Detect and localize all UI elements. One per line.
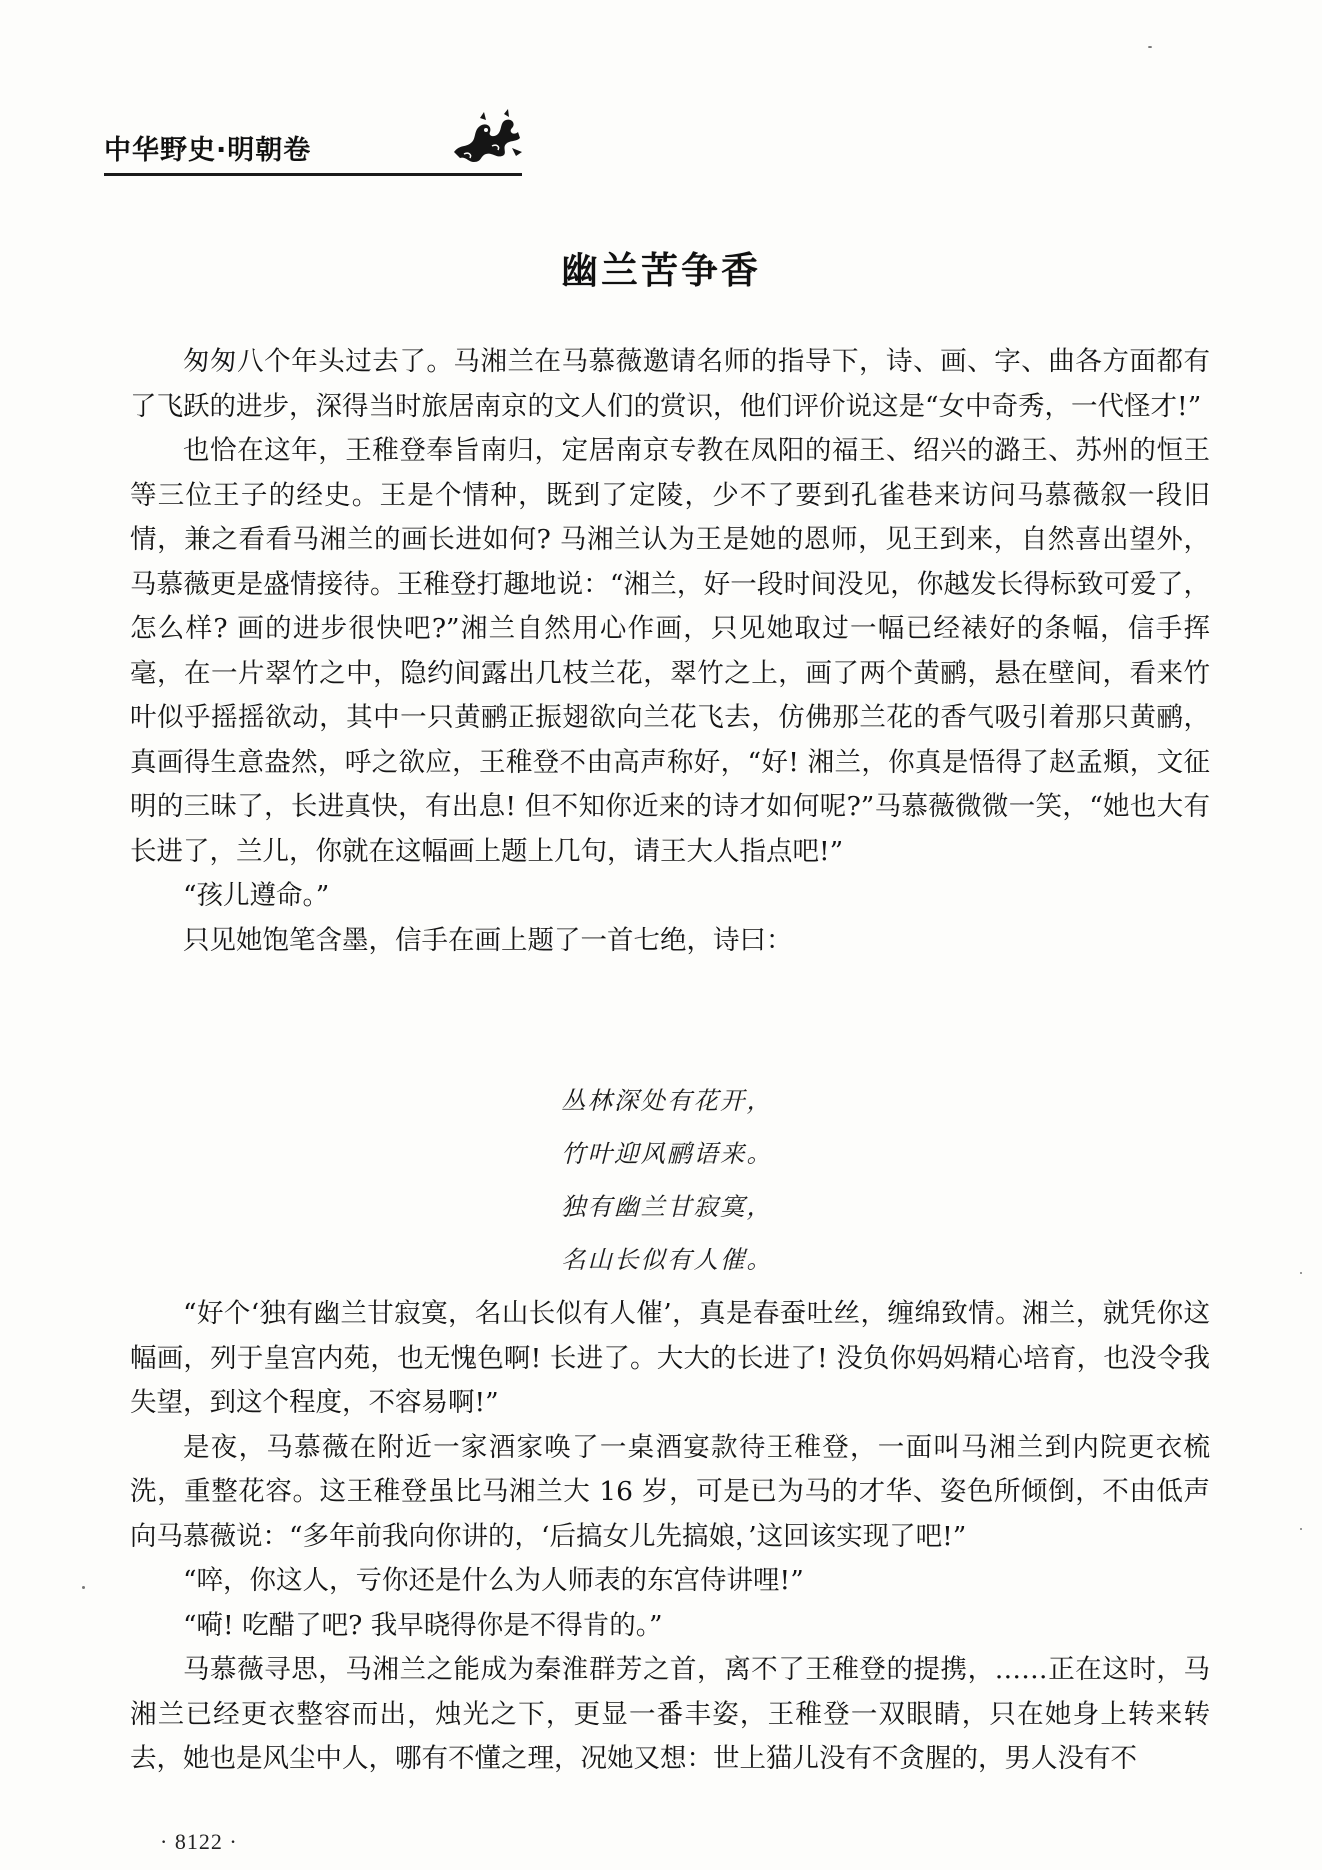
scan-speck [1148, 46, 1152, 48]
book-title: 中华野史·明朝卷 [104, 135, 312, 166]
poem [561, 1074, 773, 1286]
paragraph: “孩儿遵命。” [183, 880, 330, 911]
poem-line: 丛林深处有花开， [561, 1086, 773, 1115]
scan-speck [1300, 1272, 1302, 1274]
poem-line: 名山长似有人催。 [561, 1245, 773, 1274]
paragraph: “好个‘独有幽兰甘寂寞，名山长似有人催’，真是春蚕吐丝，缠绵致情。湘兰，就凭你这幅画，列于皇宫内苑，也无愧色啊! 长进了。大大的长进了! 没负你妈妈精心培育，也没令我失望，到这个程度，不容易啊!” [130, 1298, 1210, 1418]
paragraph: 匆匆八个年头过去了。马湘兰在马慕薇邀请名师的指导下，诗、画、字、曲各方面都有了飞跃的进步，深得当时旅居南京的文人们的赏识，他们评价说这是“女中奇秀，一代怪才!” [130, 346, 1210, 422]
dragon-emblem-icon [446, 108, 526, 168]
page-number: · 8122 · [160, 1829, 238, 1854]
scan-speck [1300, 1528, 1302, 1530]
paragraph: “啐，你这人，亏你还是什么为人师表的东宫侍讲哩!” [183, 1565, 804, 1596]
poem-line: 竹叶迎风鹂语来。 [561, 1139, 773, 1168]
body-section-1 [130, 340, 1210, 963]
paragraph: 只见她饱笔含墨，信手在画上题了一首七绝，诗曰： [183, 924, 793, 956]
paragraph: 是夜，马慕薇在附近一家酒家唤了一桌酒宴款待王稚登，一面叫马湘兰到内院更衣梳洗，重整花容。这王稚登虽比马湘兰大 16 岁，可是已为马的才华、姿色所倾倒，不由低声向马慕薇说：“多年前我向你讲的，‘后搞女儿先搞娘，’这回该实现了吧!” [130, 1431, 1210, 1552]
running-header [104, 118, 524, 178]
paragraph: “嗬! 吃醋了吧? 我早晓得你是不得肯的。” [183, 1609, 663, 1641]
chapter-title: 幽兰苦争香 [561, 249, 761, 292]
header-rule [104, 173, 522, 176]
scan-speck [82, 1586, 85, 1589]
paragraph: 也恰在这年，王稚登奉旨南归，定居南京专教在凤阳的福王、绍兴的潞王、苏州的恒王等三位王子的经史。王是个情种，既到了定陵，少不了要到孔雀巷来访问马慕薇叙一段旧情，兼之看看马湘兰的画长进如何? 马湘兰认为王是她的恩师，见王到来，自然喜出望外，马慕薇更是盛情接待。王稚登打趣地说：“湘兰，好一段时间没见，你越发长得标致可爱了，怎么样? 画的进步很快吧?”湘兰自然用心作画，只见她取过一幅已经裱好的条幅，信手挥毫，在一片翠竹之中，隐约间露出几枝兰花，翠竹之上，画了两个黄鹂，悬在壁间，看来竹叶似乎摇摇欲动，其中一只黄鹂正振翅欲向兰花飞去，仿佛那兰花的香气吸引着那只黄鹂，真画得生意盎然，呼之欲应，王稚登不由高声称好，“好! 湘兰，你真是悟得了赵孟頫，文征明的三昧了，长进真快，有出息! 但不知你近来的诗才如何呢?”马慕薇微微一笑，“她也大有长进了，兰儿，你就在这幅画上题上几句，请王大人指点吧!” [130, 435, 1210, 867]
poem-line: 独有幽兰甘寂寞， [561, 1192, 773, 1221]
body-section-2 [130, 1292, 1210, 1782]
paragraph: 马慕薇寻思，马湘兰之能成为秦淮群芳之首，离不了王稚登的提携，……正在这时，马湘兰已经更衣整容而出，烛光之下，更显一番丰姿，王稚登一双眼睛，只在她身上转来转去，她也是风尘中人，哪有不懂之理，况她又想：世上猫儿没有不贪腥的，男人没有不 [130, 1654, 1210, 1774]
